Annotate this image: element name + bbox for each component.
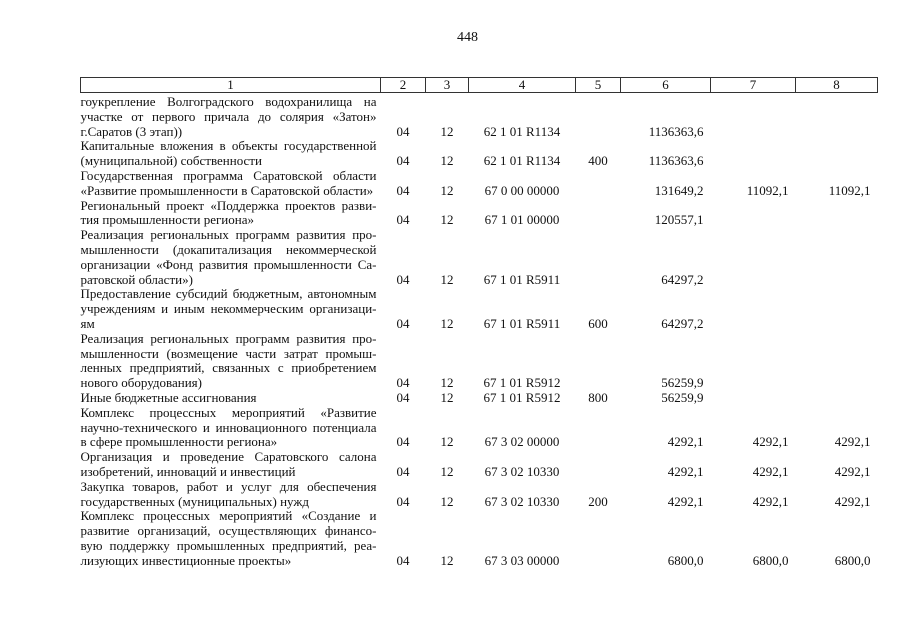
expense-type — [576, 406, 621, 450]
table-row — [81, 287, 878, 331]
amount-col6: 1136363,6 — [648, 153, 704, 169]
subsection-code: 12 — [440, 271, 454, 287]
description-line: г.Саратов (3 этап)) — [80, 123, 183, 139]
target-article: 67 1 01 R5912 — [483, 375, 561, 391]
section-code: 04 — [396, 552, 410, 568]
target-article: 67 1 01 R5912 — [483, 389, 561, 405]
amount-col6: 4292,1 — [667, 493, 704, 509]
expense-type — [576, 450, 621, 480]
column-header: 5 — [576, 78, 621, 93]
row-description — [81, 93, 381, 140]
row-description — [81, 139, 381, 169]
table-row — [81, 509, 878, 568]
target-article: 67 3 02 10330 — [484, 463, 560, 479]
amount-col6: 64297,2 — [661, 315, 704, 331]
amount-col8 — [796, 93, 878, 140]
amount-col7 — [711, 228, 796, 287]
amount-col8 — [796, 332, 878, 391]
subsection-code: 12 — [440, 375, 454, 391]
expense-type: 200 — [588, 493, 608, 509]
section-code: 04 — [396, 389, 410, 405]
table-row — [81, 391, 878, 406]
target-article: 67 3 02 10330 — [484, 493, 560, 509]
table-row — [81, 93, 878, 140]
section-code: 04 — [396, 123, 410, 139]
description-line: нового оборудования) — [80, 375, 202, 391]
subsection-code: 12 — [440, 315, 454, 331]
description-line: в сфере промышленности региона» — [80, 434, 278, 450]
amount-col8: 6800,0 — [834, 552, 871, 568]
amount-col7 — [711, 199, 796, 229]
description-line: изобретений, инноваций и инвестиций — [80, 463, 296, 479]
row-description — [81, 199, 381, 229]
description-line: Реализация региональных программ развития про- — [80, 330, 377, 346]
row-description — [81, 332, 381, 391]
amount-col6: 64297,2 — [661, 271, 704, 287]
amount-col8 — [796, 391, 878, 406]
column-header: 1 — [81, 78, 381, 93]
table-row — [81, 332, 878, 391]
amount-col8 — [796, 287, 878, 331]
amount-col7: 4292,1 — [752, 434, 789, 450]
subsection-code: 12 — [440, 493, 454, 509]
target-article: 67 3 03 00000 — [484, 552, 560, 568]
section-code: 04 — [396, 271, 410, 287]
description-line: Региональный проект «Поддержка проектов разви- — [80, 197, 377, 213]
section-code: 04 — [396, 315, 410, 331]
expense-type: 800 — [588, 389, 608, 405]
amount-col6: 4292,1 — [667, 434, 704, 450]
section-code: 04 — [396, 434, 410, 450]
amount-col7 — [711, 332, 796, 391]
amount-col7 — [711, 139, 796, 169]
amount-col6: 120557,1 — [654, 212, 704, 228]
section-code: 04 — [396, 463, 410, 479]
expense-type — [576, 169, 621, 199]
description-line: Иные бюджетные ассигнования — [80, 389, 257, 405]
amount-col7: 11092,1 — [746, 182, 789, 198]
amount-col7 — [711, 287, 796, 331]
description-line: ленных предприятий, связанных с приобретением — [80, 360, 377, 376]
table-row — [81, 199, 878, 229]
description-line: государственных (муниципальных) нужд — [80, 493, 309, 509]
expense-type — [576, 332, 621, 391]
amount-col8: 4292,1 — [834, 463, 871, 479]
description-line: мышленности (возмещение части затрат промыш- — [80, 345, 377, 361]
amount-col6: 6800,0 — [667, 552, 704, 568]
section-code: 04 — [396, 493, 410, 509]
table-header-row — [81, 78, 878, 93]
column-header: 2 — [381, 78, 426, 93]
expense-type — [576, 228, 621, 287]
expense-type: 600 — [588, 315, 608, 331]
target-article: 67 3 02 00000 — [484, 434, 560, 450]
amount-col6: 1136363,6 — [648, 123, 704, 139]
table-row — [81, 228, 878, 287]
table-row — [81, 406, 878, 450]
description-line: «Развитие промышленности в Саратовской области» — [80, 182, 374, 198]
column-header: 7 — [711, 78, 796, 93]
description-line: организации «Фонд развития промышленности Са- — [80, 256, 377, 272]
expense-type — [576, 199, 621, 229]
description-line: Комплекс процессных мероприятий «Развитие — [80, 404, 377, 420]
page-number: 448 — [457, 30, 478, 45]
expense-type — [576, 93, 621, 140]
subsection-code: 12 — [440, 389, 454, 405]
row-description — [81, 391, 381, 406]
description-line: тия промышленности региона» — [80, 212, 254, 228]
amount-col7 — [711, 391, 796, 406]
subsection-code: 12 — [440, 182, 454, 198]
description-line: Реализация региональных программ развития про- — [80, 227, 377, 243]
description-line: вую поддержку промышленных предприятий, реа- — [80, 537, 377, 553]
amount-col6: 56259,9 — [661, 389, 704, 405]
amount-col7 — [711, 93, 796, 140]
description-line: Организация и проведение Саратовского салона — [80, 449, 377, 465]
section-code: 04 — [396, 375, 410, 391]
target-article: 67 1 01 R5911 — [483, 315, 561, 331]
description-line: учреждениям и иным некоммерческим организаци- — [80, 301, 377, 317]
description-line: Предоставление субсидий бюджетным, автономным — [80, 286, 377, 302]
subsection-code: 12 — [440, 123, 454, 139]
row-description — [81, 406, 381, 450]
row-description — [81, 509, 381, 568]
subsection-code: 12 — [440, 463, 454, 479]
amount-col6: 131649,2 — [654, 182, 704, 198]
amount-col8 — [796, 199, 878, 229]
table-row — [81, 450, 878, 480]
subsection-code: 12 — [440, 552, 454, 568]
column-header: 6 — [621, 78, 711, 93]
column-header: 3 — [426, 78, 469, 93]
amount-col7: 6800,0 — [752, 552, 789, 568]
description-line: развитие организаций, осуществляющих финансо- — [80, 523, 377, 539]
target-article: 67 1 01 00000 — [484, 212, 560, 228]
target-article: 62 1 01 R1134 — [483, 123, 561, 139]
description-line: Закупка товаров, работ и услуг для обеспечения — [80, 478, 377, 494]
column-header: 4 — [469, 78, 576, 93]
amount-col8: 4292,1 — [834, 434, 871, 450]
target-article: 62 1 01 R1134 — [483, 153, 561, 169]
amount-col6: 56259,9 — [661, 375, 704, 391]
row-description — [81, 228, 381, 287]
row-description — [81, 480, 381, 510]
amount-col6: 4292,1 — [667, 463, 704, 479]
expense-type: 400 — [588, 153, 608, 169]
expense-type — [576, 509, 621, 568]
section-code: 04 — [396, 212, 410, 228]
target-article: 67 0 00 00000 — [484, 182, 560, 198]
description-line: ям — [80, 315, 95, 331]
amount-col8: 11092,1 — [828, 182, 871, 198]
subsection-code: 12 — [440, 434, 454, 450]
column-header: 8 — [796, 78, 878, 93]
section-code: 04 — [396, 153, 410, 169]
amount-col8 — [796, 228, 878, 287]
description-line: гоукрепление Волгоградского водохранилища на — [80, 94, 377, 109]
amount-col8: 4292,1 — [834, 493, 871, 509]
description-line: (муниципальной) собственности — [80, 153, 262, 169]
description-line: мышленности (докапитализация некоммерческой — [80, 241, 377, 257]
description-line: ратовской области») — [80, 271, 193, 287]
table-row — [81, 139, 878, 169]
section-code: 04 — [396, 182, 410, 198]
description-line: научно-технического и инновационного потенциала — [80, 419, 377, 435]
amount-col8 — [796, 139, 878, 169]
target-article: 67 1 01 R5911 — [483, 271, 561, 287]
description-line: Комплекс процессных мероприятий «Создание и — [80, 508, 377, 524]
description-line: Капитальные вложения в объекты государственной — [80, 138, 377, 154]
amount-col7: 4292,1 — [752, 493, 789, 509]
subsection-code: 12 — [440, 153, 454, 169]
row-description — [81, 169, 381, 199]
description-line: Государственная программа Саратовской области — [80, 167, 377, 183]
table-row — [81, 480, 878, 510]
description-line: лизующих инвестиционные проекты» — [80, 552, 292, 568]
row-description — [81, 287, 381, 331]
amount-col7: 4292,1 — [752, 463, 789, 479]
table-row — [81, 169, 878, 199]
budget-table — [80, 77, 878, 569]
subsection-code: 12 — [440, 212, 454, 228]
row-description — [81, 450, 381, 480]
description-line: участке от первого причала до солярия «Затон» — [80, 108, 377, 124]
